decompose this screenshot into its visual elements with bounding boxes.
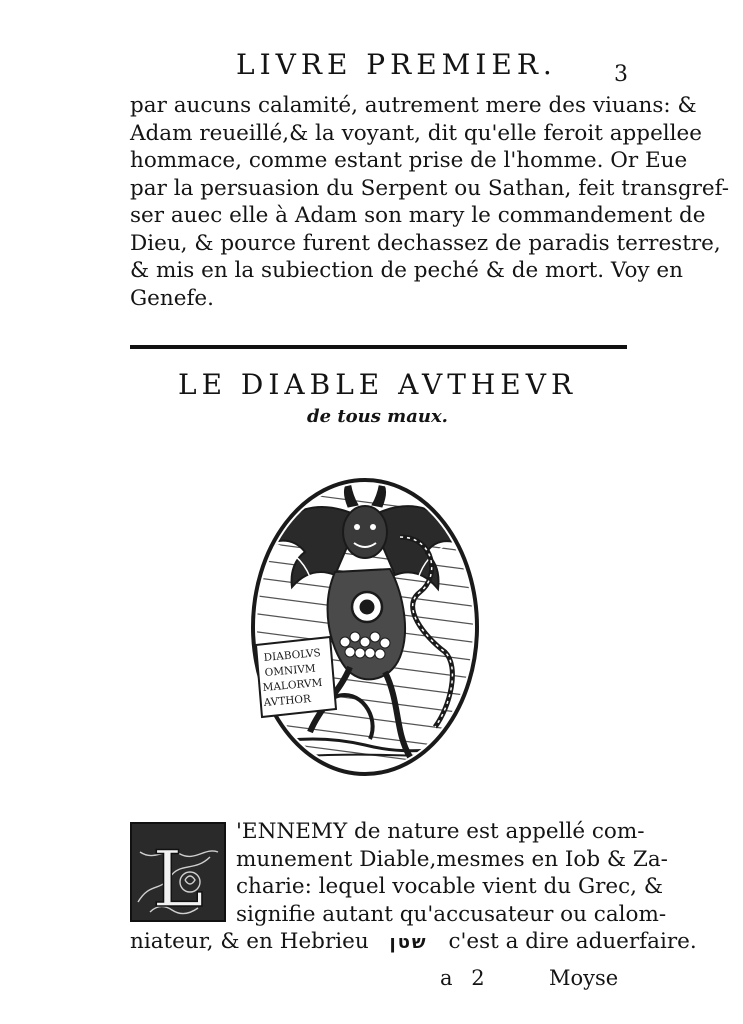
text-line: par aucuns calamité, autrement mere des viuans: & [130,93,697,118]
text-line: Adam reueillé,& la voyant, dit qu'elle feroit appellee [130,120,702,146]
inscription-line: AVTHOR [263,692,312,709]
devil-emblem-illustration [250,477,480,777]
text-line: & mis en la subiection de peché & de mort. Voy en [130,258,683,283]
inscription-line: OMNIVM [264,662,317,679]
text-line: charie: lequel vocable vient du Grec, & [236,874,663,899]
text-fragment: niateur, & en Hebrieu [130,929,369,954]
page-number: 3 [614,62,628,87]
text-line: munement Diable,mesmes en Iob & Za- [236,846,668,872]
text-line: Genefe. [130,285,214,311]
emblem-banner [256,637,336,717]
bottom-paragraph [130,818,697,957]
hebrew-word: שטן [389,932,428,953]
inscription-line: MALORVM [262,676,323,694]
section-subtitle: de tous maux. [307,406,448,427]
section-title: LE DIABLE AVTHEVR [177,368,578,401]
text-line: ser auec elle à Adam son mary le commandement de [130,203,706,228]
text-line: Dieu, & pource furent dechassez de paradis terrestre, [130,230,721,256]
section-divider [130,345,627,349]
inscription-line: DIABOLVS [263,647,322,664]
text-line: signifie autant qu'accusateur ou calom- [236,901,667,927]
running-title: LIVRE PREMIER. [236,48,557,81]
text-line: par la persuasion du Serpent ou Sathan, feit transgref- [130,175,730,201]
top-paragraph [130,92,730,312]
text-line: 'ENNEMY de nature est appellé com- [236,819,645,844]
catchword: Moyse [549,966,619,990]
signature-mark: a 2 [440,966,491,990]
text-line-hebrew [130,928,697,957]
text-line: hommace, comme estant prise de l'homme. Or Eue [130,148,688,173]
text-fragment: c'est a dire aduerfaire. [448,929,697,954]
drop-cap-letter: L [152,835,204,922]
ornamental-drop-cap [130,822,226,922]
